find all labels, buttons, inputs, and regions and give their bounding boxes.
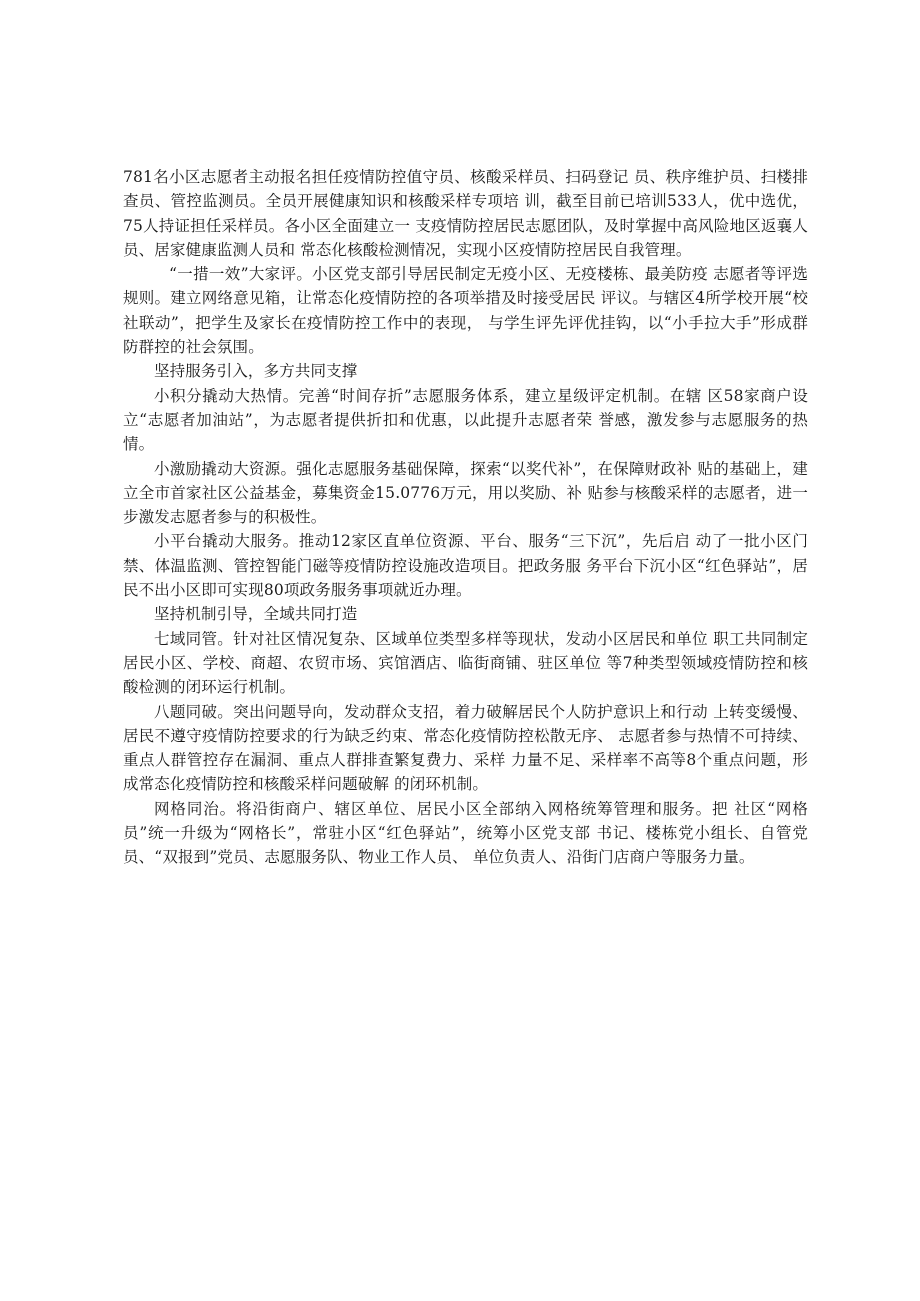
paragraph-grid-governance: 网格同治。将沿街商户、辖区单位、居民小区全部纳入网格统筹管理和服务。把 社区“网格员”统一升级为“网格长”，常驻小区“红色驿站”，统筹小区党支部 书记、楼栋党小组长、自管党员、“双报到”党员、志愿服务队、物业工作人员、 单位负责人、沿街门店商户等服务力量。 — [123, 799, 808, 867]
paragraph-volunteers: 781名小区志愿者主动报名担任疫情防控值守员、核酸采样员、扫码登记 员、秩序维护员、扫楼排查员、管控监测员。全员开展健康知识和核酸采样专项培 训，截至目前已培训533人，优中选优，75人持证担任采样员。各小区全面建立一 支疫情防控居民志愿团队，及时掌握中高风险地区返襄人员、居家健康监测人员和 常态化核酸检测情况，实现小区疫情防控居民自我管理。 — [123, 168, 808, 259]
document-body — [123, 165, 808, 870]
paragraph-small-incentive: 小激励撬动大资源。强化志愿服务基础保障，探索“以奖代补”，在保障财政补 贴的基础上，建立全市首家社区公益基金，募集资金15.0776万元，用以奖励、补 贴参与核酸采样的志愿者，进一步激发志愿者参与的积极性。 — [123, 459, 808, 527]
paragraph-one-measure-one-effect: “一措一效”大家评。小区党支部引导居民制定无疫小区、无疫楼栋、最美防疫 志愿者等评选规则。建立网络意见箱，让常态化疫情防控的各项举措及时接受居民 评议。与辖区4所学校开展“校社联动”，把学生及家长在疫情防控工作中的表现， 与学生评先评优挂钩，以“小手拉大手”形成群防群控的社会氛围。 — [123, 265, 808, 357]
paragraph-small-platform: 小平台撬动大服务。推动12家区直单位资源、平台、服务“三下沉”，先后启 动了一批小区门禁、体温监测、管控智能门磁等疫情防控设施改造项目。把政务服 务平台下沉小区“红色驿站”，居民不出小区即可实现80项政务服务事项就近办理。 — [123, 532, 808, 600]
section-heading-mechanism: 坚持机制引导，全域共同打造 — [154, 605, 358, 624]
paragraph-eight-problems: 八题同破。突出问题导向，发动群众支招，着力破解居民个人防护意识上和行动 上转变缓慢、居民不遵守疫情防控要求的行为缺乏约束、常态化疫情防控松散无序、 志愿者参与热情不可持续、重点人群管控存在漏洞、重点人群排查繁复费力、采样 力量不足、采样率不高等8个重点问题，形成常态化疫情防控和核酸采样问题破解 的闭环机制。 — [123, 702, 808, 794]
paragraph-small-points: 小积分撬动大热情。完善“时间存折”志愿服务体系，建立星级评定机制。在辖 区58家商户设立“志愿者加油站”，为志愿者提供折扣和优惠，以此提升志愿者荣 誉感，激发参与志愿服务的热情。 — [123, 386, 808, 454]
paragraph-seven-domains: 七域同管。针对社区情况复杂、区域单位类型多样等现状，发动小区居民和单位 职工共同制定居民小区、学校、商超、农贸市场、宾馆酒店、临街商铺、驻区单位 等7种类型领域疫情防控和核酸检测的闭环运行机制。 — [123, 629, 808, 697]
section-heading-service: 坚持服务引入，多方共同支撑 — [154, 362, 358, 381]
